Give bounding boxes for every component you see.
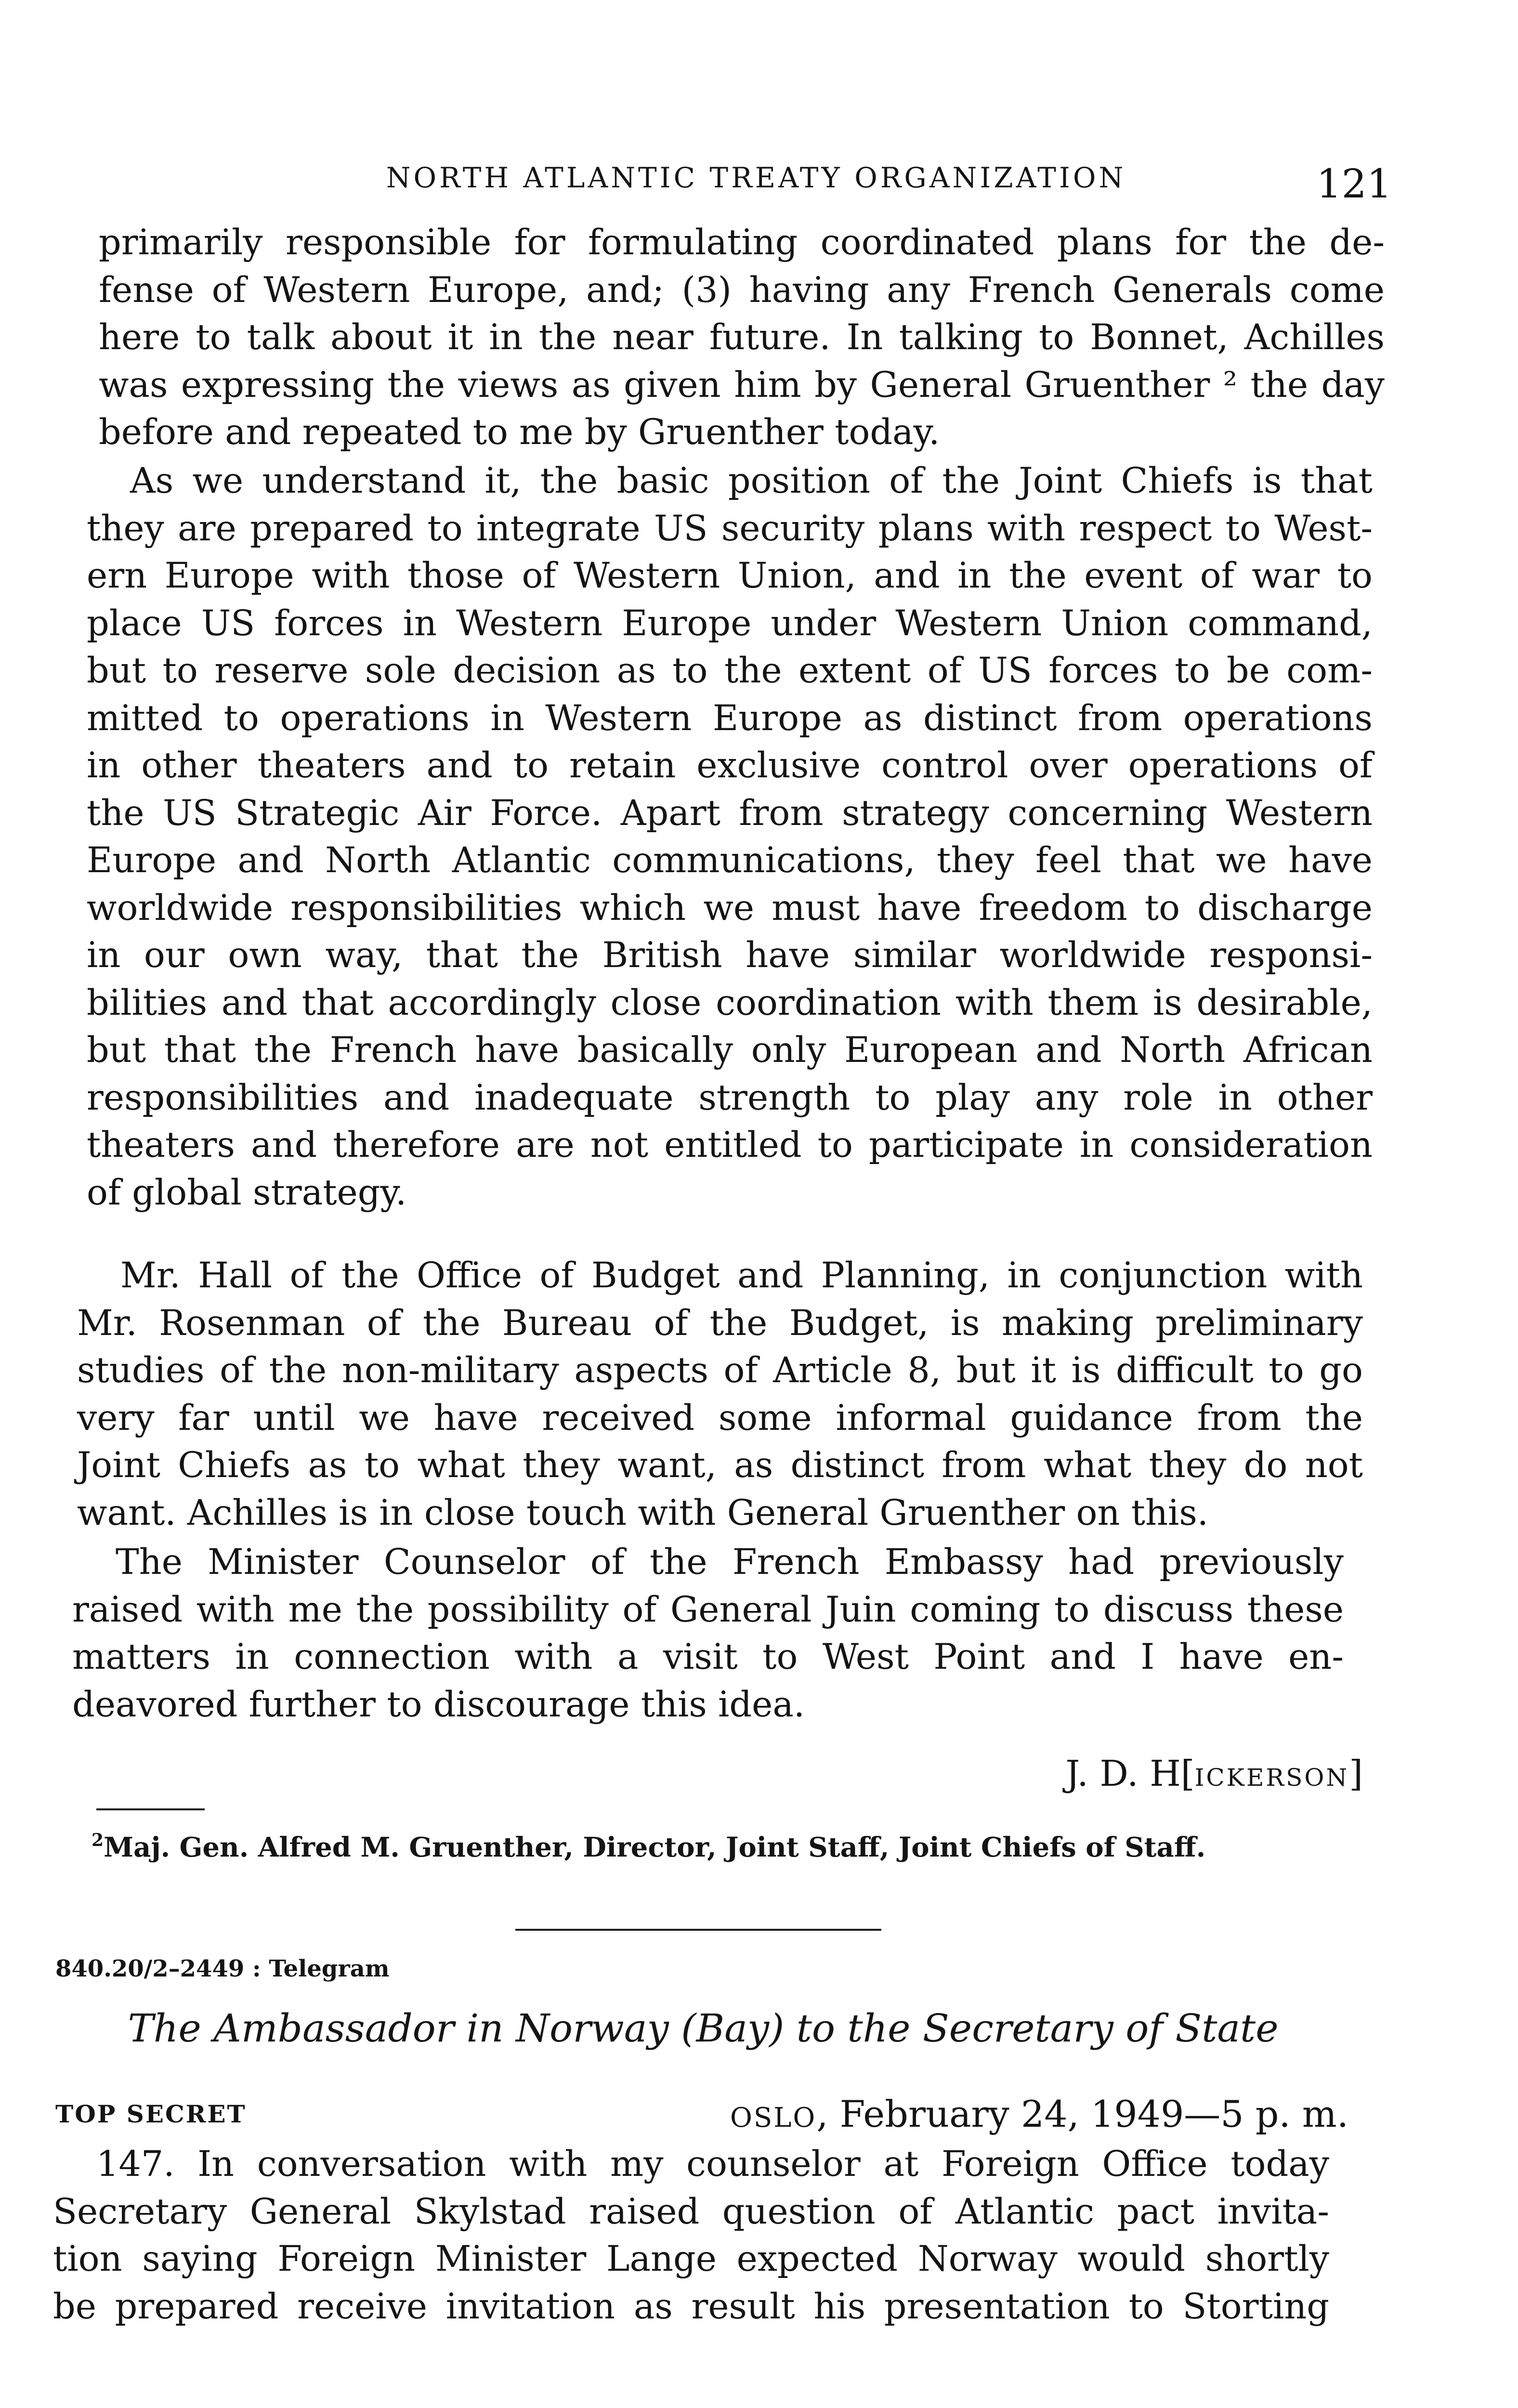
- signature-bracket: ]: [1349, 1753, 1363, 1794]
- text-line: Joint Chiefs as to what they want, as distinct from what they do not: [77, 1445, 1363, 1486]
- paragraph-joint-chiefs: [87, 458, 1373, 1217]
- text-line: Mr. Rosenman of the Bureau of the Budget, is making preliminary: [77, 1302, 1363, 1344]
- text-line: theaters and therefore are not entitled to participate in consideration: [87, 1125, 1373, 1165]
- text-line: Secretary General Skylstad raised question of Atlantic pact invita-: [53, 2191, 1329, 2232]
- text-line: was expressing the views as given him by General Gruenther ² the day: [99, 364, 1385, 406]
- paragraph-budget: [77, 1252, 1363, 1537]
- page-number: 121: [1316, 161, 1392, 207]
- classification-label: TOP SECRET: [55, 2100, 247, 2128]
- signature-initials: J. D. H[: [1065, 1753, 1195, 1794]
- file-reference: 840.20/2–2449 : Telegram: [55, 1955, 390, 1982]
- paragraph-minister-counselor: [72, 1539, 1344, 1728]
- text-line: matters in connection with a visit to West Point and I have en-: [72, 1636, 1344, 1677]
- footnote-marker: 2: [92, 1830, 104, 1850]
- text-line: fense of Western Europe, and; (3) having any French Generals come: [99, 269, 1385, 311]
- text-line: Mr. Hall of the Office of Budget and Planning, in conjunction with: [120, 1255, 1363, 1296]
- text-line: bilities and that accordingly close coordination with them is desirable,: [87, 982, 1373, 1023]
- document-title: The Ambassador in Norway (Bay) to the Secretary of State: [128, 2006, 1279, 2051]
- paragraph-continuation: [99, 219, 1385, 457]
- text-line: but to reserve sole decision as to the extent of US forces to be com-: [87, 650, 1373, 691]
- text-line: deavored further to discourage this idea.: [72, 1684, 805, 1725]
- text-line: here to talk about it in the near future. In talking to Bonnet, Achilles: [99, 317, 1385, 358]
- text-line: but that the French have basically only European and North African: [87, 1030, 1373, 1071]
- footnote: [92, 1830, 1382, 1863]
- text-line: worldwide responsibilities which we must have freedom to discharge: [87, 887, 1373, 929]
- text-line: be prepared receive invitation as result his presentation to Storting: [53, 2286, 1329, 2327]
- text-line: ern Europe with those of Western Union, and in the event of war to: [87, 555, 1373, 596]
- dateline-date: , February 24, 1949—5 p. m.: [816, 2093, 1348, 2135]
- text-line: Europe and North Atlantic communications, they feel that we have: [87, 840, 1373, 881]
- signature-name: ICKERSON: [1194, 1764, 1349, 1792]
- paragraph-telegram: [53, 2141, 1329, 2330]
- signature: [944, 1753, 1363, 1794]
- footnote-text: Maj. Gen. Alfred M. Gruenther, Director, Joint Staff, Joint Chiefs of Staff.: [104, 1832, 1206, 1863]
- section-separator: [515, 1929, 881, 1931]
- text-line: The Minister Counselor of the French Embassy had previously: [116, 1542, 1344, 1583]
- text-line: primarily responsible for formulating coordinated plans for the de-: [99, 222, 1385, 263]
- text-line: before and repeated to me by Gruenther today.: [99, 412, 940, 453]
- running-head: NORTH ATLANTIC TREATY ORGANIZATION: [386, 161, 1126, 194]
- text-line: tion saying Foreign Minister Lange expected Norway would shortly: [53, 2238, 1329, 2279]
- text-line: place US forces in Western Europe under Western Union command,: [87, 602, 1373, 644]
- dateline-city: OSLO: [730, 2102, 817, 2133]
- text-line: raised with me the possibility of General Juin coming to discuss these: [72, 1589, 1344, 1630]
- text-line: in our own way, that the British have similar worldwide responsi-: [87, 935, 1373, 976]
- footnote-rule: [96, 1808, 205, 1810]
- text-line: As we understand it, the basic position of the Joint Chiefs is that: [130, 460, 1373, 501]
- text-line: want. Achilles is in close touch with General Gruenther on this.: [77, 1492, 1209, 1533]
- text-line: in other theaters and to retain exclusive control over operations of: [87, 745, 1373, 786]
- text-line: 147. In conversation with my counselor at Foreign Office today: [96, 2144, 1329, 2185]
- text-line: studies of the non-military aspects of Article 8, but it is difficult to go: [77, 1350, 1363, 1391]
- text-line: mitted to operations in Western Europe as distinct from operations: [87, 697, 1373, 739]
- text-line: they are prepared to integrate US security plans with respect to West-: [87, 508, 1373, 549]
- text-line: the US Strategic Air Force. Apart from strategy concerning Western: [87, 792, 1373, 834]
- dateline: [722, 2093, 1348, 2135]
- text-line: responsibilities and inadequate strength to play any role in other: [87, 1077, 1373, 1118]
- text-line: of global strategy.: [87, 1172, 407, 1213]
- text-line: very far until we have received some informal guidance from the: [77, 1397, 1363, 1439]
